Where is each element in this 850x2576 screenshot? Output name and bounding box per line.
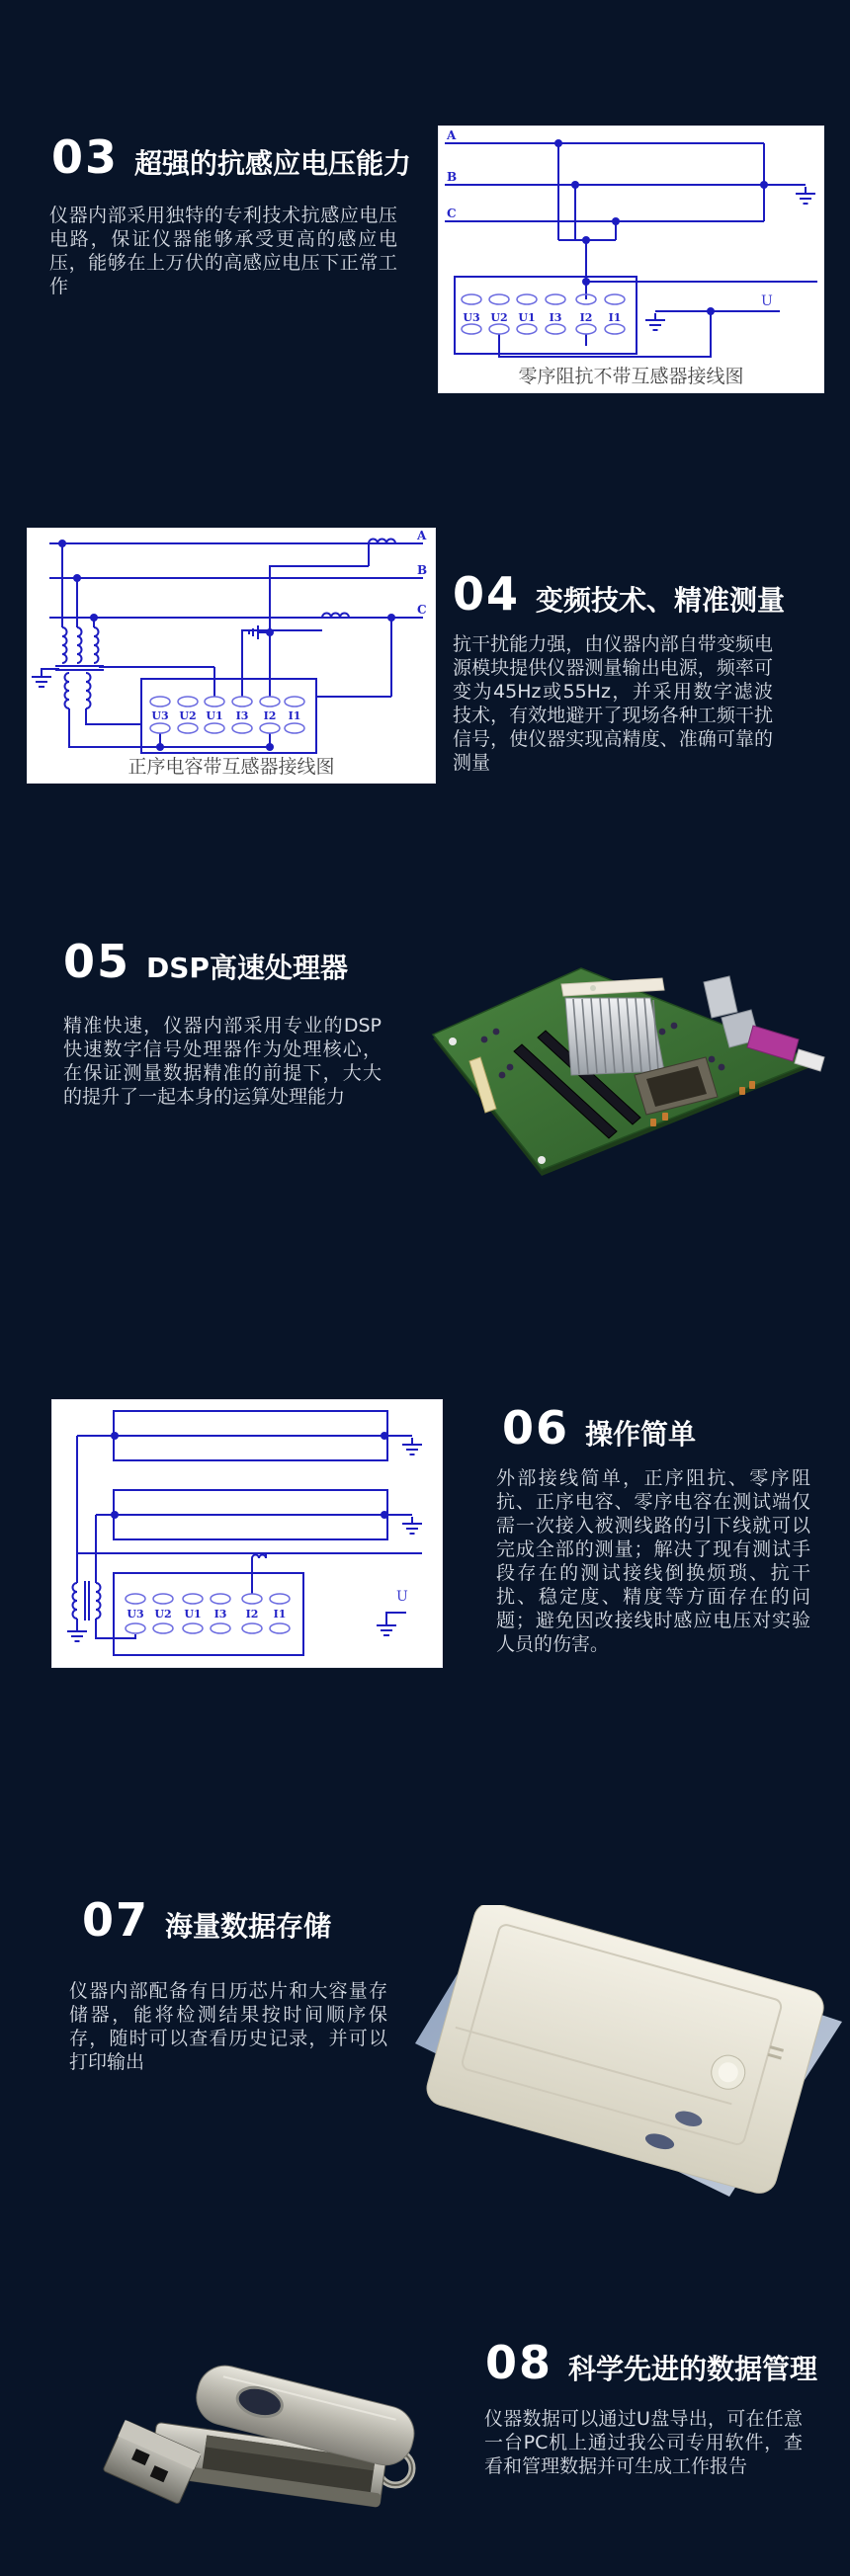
diagram-caption: 正序电容带互感器接线图 xyxy=(128,756,335,778)
section-05-heading xyxy=(63,935,348,988)
wiring-diagram-positive-sequence-panel xyxy=(28,529,435,783)
terminal-u3: U3 xyxy=(463,311,480,324)
section-03-body: 仪器内部采用独特的专利技术抗感应电压电路，保证仪器能够承受更高的感应电压，能够在上万伏的高感应电压下正常工作 xyxy=(49,205,397,297)
phase-b-label: B xyxy=(447,170,458,184)
section-title: DSP高速处理器 xyxy=(146,952,348,984)
section-04-body: 抗干扰能力强，由仪器内部自带变频电源模块提供仪器测量输出电源，频率可变为45Hz或55Hz，并采用数字滤波技术，有效地避开了现场各种工频干扰信号，使仪器实现高精度、准确可靠的测量 xyxy=(453,633,773,774)
terminal-i3: I3 xyxy=(549,311,562,324)
terminal-i1: I1 xyxy=(273,1608,287,1620)
motherboard-illustration xyxy=(415,941,850,1215)
section-number: 05 xyxy=(63,935,131,988)
phase-a-label: A xyxy=(447,128,457,142)
zero-sequence-wiring-diagram xyxy=(439,126,823,392)
phase-c-label: C xyxy=(417,603,427,617)
terminal-u3: U3 xyxy=(127,1608,144,1620)
section-title: 操作简单 xyxy=(585,1418,697,1451)
section-number: 03 xyxy=(51,130,120,184)
storage-device-photo xyxy=(415,1905,850,2231)
section-08-body: 仪器数据可以通过U盘导出，可在任意一台PC机上通过我公司专用软件，查看和管理数据并可生成工作报告 xyxy=(484,2408,803,2477)
motherboard-photo xyxy=(415,941,850,1215)
usb-drive-photo xyxy=(54,2302,450,2549)
terminal-u1: U1 xyxy=(518,311,536,324)
terminal-u1: U1 xyxy=(206,709,223,722)
section-title: 海量数据存储 xyxy=(165,1910,332,1943)
usb-drive-illustration xyxy=(54,2302,450,2549)
section-03-heading xyxy=(51,130,412,184)
u-terminal-label: U xyxy=(761,293,773,309)
terminal-i1: I1 xyxy=(288,709,301,722)
section-06-body: 外部接线简单，正序阻抗、零序阻抗、正序电容、零序电容在测试端仅需一次接入被测线路的引下线就可以完成全部的测量；解决了现有测试手段存在的测试接线倒换烦琐、抗干扰、稳定度、精度等方面存在的问题；避免因改接线时感应电压对实验人员的伤害。 xyxy=(496,1467,810,1655)
section-number: 08 xyxy=(485,2336,553,2389)
section-07-body: 仪器内部配备有日历芯片和大容量存储器，能将检测结果按时间顺序保存，随时可以查看历史记录，并可以打印输出 xyxy=(69,1980,387,2073)
section-06-heading xyxy=(502,1401,697,1454)
terminal-u1: U1 xyxy=(184,1608,202,1620)
section-title: 超强的抗感应电压能力 xyxy=(134,147,412,180)
section-07-heading xyxy=(82,1893,332,1947)
phase-a-label: A xyxy=(417,529,427,542)
section-number: 06 xyxy=(502,1401,570,1454)
terminal-i2: I2 xyxy=(245,1608,259,1620)
terminal-i3: I3 xyxy=(213,1608,227,1620)
terminal-u2: U2 xyxy=(490,311,508,324)
terminal-i1: I1 xyxy=(608,311,622,324)
wiring-diagram-simple-panel xyxy=(52,1400,442,1667)
storage-device-illustration xyxy=(415,1905,850,2231)
phase-b-label: B xyxy=(417,563,428,577)
wiring-diagram-zero-sequence-panel xyxy=(439,126,823,392)
phase-c-label: C xyxy=(447,207,457,220)
terminal-u2: U2 xyxy=(179,709,197,722)
section-number: 04 xyxy=(453,567,521,621)
section-number: 07 xyxy=(82,1893,150,1947)
section-title: 科学先进的数据管理 xyxy=(568,2353,818,2385)
test-connection-wiring-diagram xyxy=(52,1400,442,1667)
terminal-i2: I2 xyxy=(263,709,277,722)
terminal-i3: I3 xyxy=(235,709,249,722)
positive-sequence-wiring-diagram xyxy=(28,529,435,783)
section-04-heading xyxy=(453,567,786,621)
section-08-heading xyxy=(485,2336,818,2389)
terminal-i2: I2 xyxy=(579,311,593,324)
u-terminal-label: U xyxy=(396,1589,408,1605)
section-05-body: 精准快速，仪器内部采用专业的DSP快速数字信号处理器作为处理核心，在保证测量数据精准的前提下，大大的提升了一起本身的运算处理能力 xyxy=(63,1015,382,1108)
section-title: 变频技术、精准测量 xyxy=(536,584,786,617)
diagram-caption: 零序阻抗不带互感器接线图 xyxy=(518,366,744,387)
terminal-u3: U3 xyxy=(151,709,169,722)
terminal-u2: U2 xyxy=(154,1608,172,1620)
